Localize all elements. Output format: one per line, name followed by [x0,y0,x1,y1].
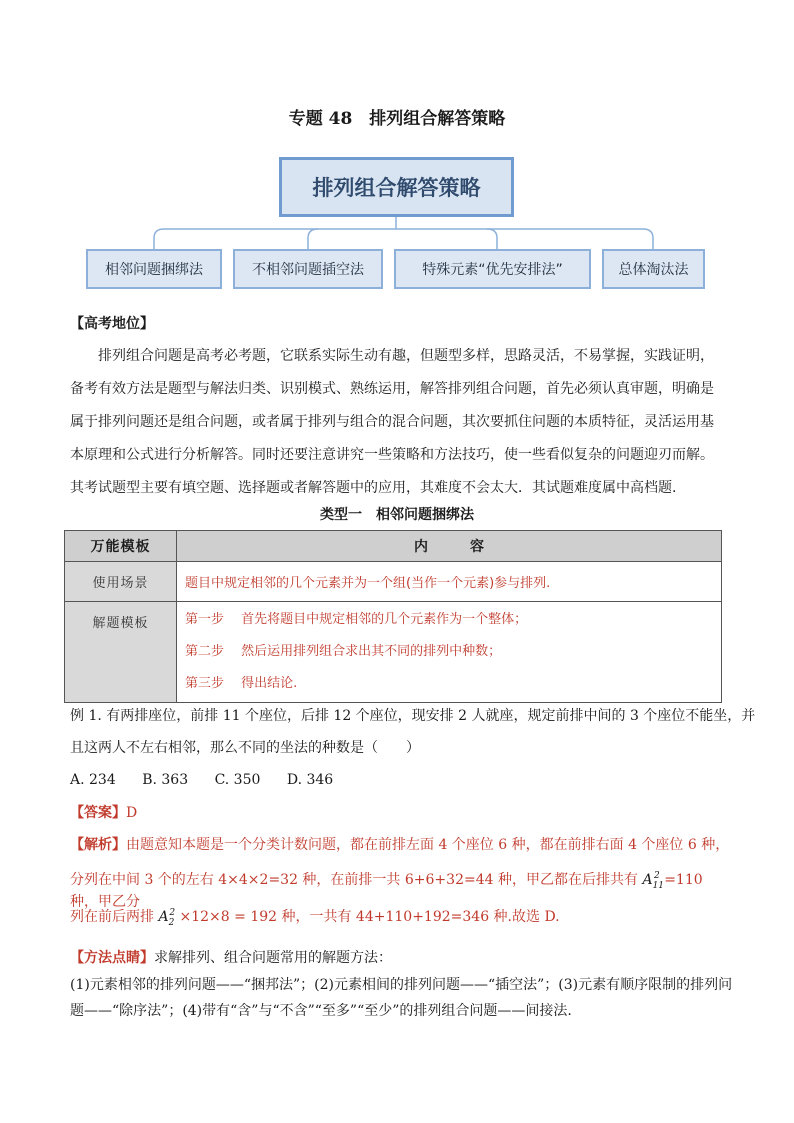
option-d: D. 346 [286,772,334,788]
example-question-line1: 例 1. 有两排座位，前排 11 个座位，后排 12 个座位，现安排 2 人就座，规定前排中间的 3 个座位不能坐，并 [70,708,756,724]
analysis-text3b: ×12×8 = 192 种，一共有 44+110+192=346 种.故选 D. [179,909,560,925]
formula-a-11-2: $A_{11}^2$ [642,871,665,891]
formula-a-2-2: $A_2^2$ [158,908,176,928]
analysis-text1: 由题意知本题是一个分类计数问题，都在前排左面 4 个座位 6 种，都在前排右面 4 个座位 6 种， [126,837,730,853]
analysis-line3 [70,906,730,928]
scene-text: 题目中规定相邻的几个元素并为一个组(当作一个元素)参与排列. [177,562,722,602]
answer-line [70,803,137,823]
method-label: 解题模板 [65,602,177,703]
intro-paragraph [70,340,724,505]
answer-value: D [126,805,138,821]
diagram-branch-insert: 不相邻问题插空法 [233,249,383,289]
scene-label: 使用场景 [65,562,177,602]
step-3: 第三步 得出结论. [185,676,298,691]
diagram-branch-adjacent: 相邻问题捆绑法 [86,249,222,289]
table-header-content: 内 容 [177,531,722,562]
template-table [64,530,722,703]
intro-line: 其考试题型主要有填空题、选择题或者解答题中的应用，其难度不会太大．其试题难度属中高档题. [70,480,677,496]
page-title: 专题 48 排列组合解答策略 [288,109,506,129]
intro-line: 本原理和公式进行分析解答。同时还要注意讲究一些策略和方法技巧，使一些看似复杂的问题迎刃而解。 [70,447,714,463]
example-question-line2: 且这两人不左右相邻，那么不同的坐法的种数是（ ） [70,740,420,756]
intro-line: 属于排列问题还是组合问题，或者属于排列与组合的混合问题，其次要抓住问题的本质特征，灵活运用基 [70,414,714,430]
tips-line3: 题——“除序法”；(4)带有“含”与“不含”“至多”“至少”的排列组合问题——间接法. [70,1003,572,1019]
table-header-template: 万能模板 [65,531,177,562]
intro-line: 排列组合问题是高考必考题，它联系实际生动有趣，但题型多样，思路灵活，不易掌握，实践证明， [98,348,714,364]
analysis-line2 [70,869,730,911]
analysis-text2b: =110 种，甲乙分 [70,872,703,910]
step-1: 第一步 首先将题目中规定相邻的几个元素作为一个整体； [185,612,528,627]
tips-line2: (1)元素相邻的排列问题——“捆邦法”；(2)元素相间的排列问题——“插空法”；(3)元素有顺序限制的排列问 [70,977,733,993]
analysis-text2a: 分列在中间 3 个的左右 4×4×2=32 种，在前排一共 6+6+32=44 种，甲乙都在后排共有 [70,872,638,888]
diagram-branch-priority: 特殊元素“优先安排法” [394,249,591,289]
analysis-label: 【解析】 [70,837,126,853]
type1-title: 类型一 相邻问题捆绑法 [320,507,474,523]
step-2: 第二步 然后运用排列组合求出其不同的排列中种数； [185,644,502,659]
tips-line1 [70,948,392,968]
answer-label: 【答案】 [70,805,126,821]
method-steps [177,602,722,703]
section-heading-position: 【高考地位】 [70,316,154,332]
example-options [70,770,333,790]
analysis-text3a: 列在前后两排 [70,909,154,925]
tips-label: 【方法点睛】 [70,950,154,966]
diagram-branch-elimination: 总体淘汰法 [602,249,705,289]
option-a: A. 234 [70,772,116,788]
analysis-line1 [70,834,730,854]
tips-text1: 求解排列、组合问题常用的解题方法： [154,950,392,966]
diagram-main-node: 排列组合解答策略 [279,157,514,217]
option-c: C. 350 [214,772,261,788]
intro-line: 备考有效方法是题型与解法归类、识别模式、熟练运用，解答排列组合问题，首先必须认真审题，明确是 [70,381,714,397]
option-b: B. 363 [142,772,189,788]
